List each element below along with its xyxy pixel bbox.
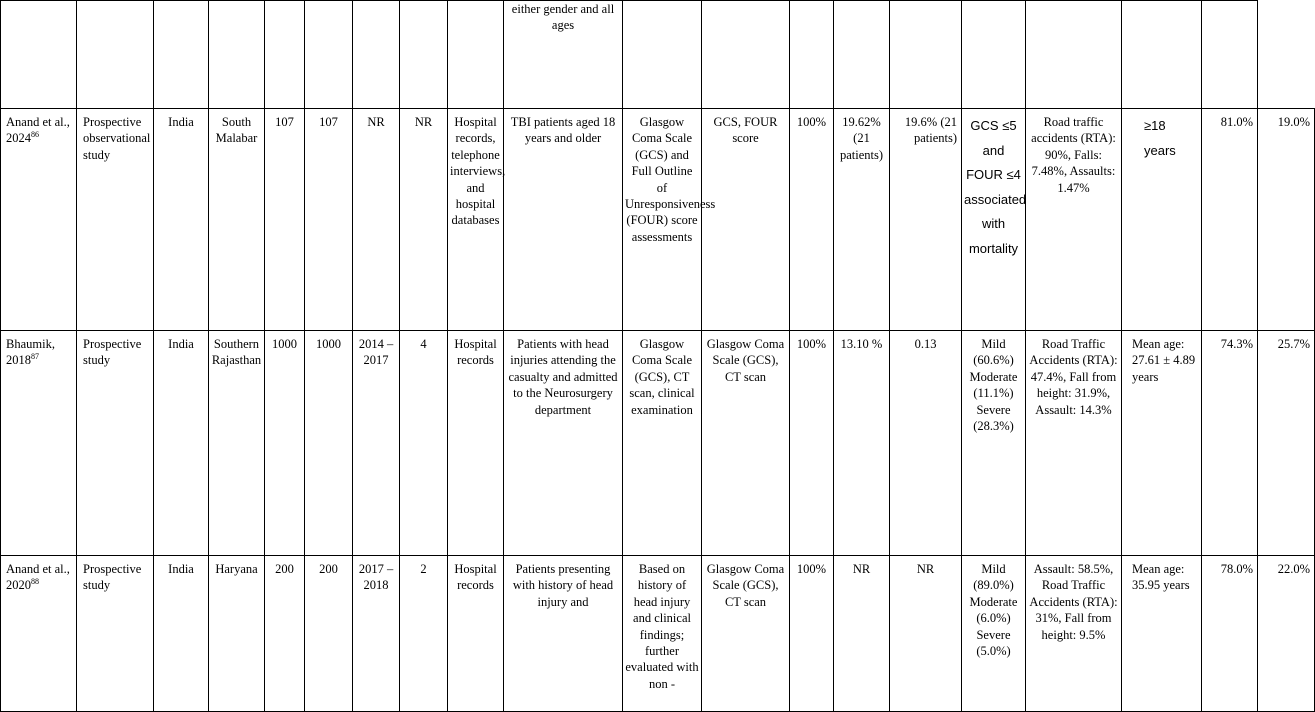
period-cell: 2017 – 2018 xyxy=(353,556,400,712)
percent-cell: 100% xyxy=(790,109,834,331)
tool-cell: Glasgow Coma Scale (GCS), CT scan xyxy=(702,331,790,556)
assessment-cell: Glasgow Coma Scale (GCS) and Full Outline of Unresponsiveness (FOUR) score assessments xyxy=(623,109,702,331)
male-cell: 81.0% xyxy=(1202,109,1258,331)
table-cell xyxy=(209,1,265,109)
mortality-rate-cell: NR xyxy=(890,556,962,712)
table-cell xyxy=(702,1,790,109)
design-cell: Prospective study xyxy=(77,556,154,712)
table-row xyxy=(1,331,1315,556)
table-cell xyxy=(1202,1,1258,109)
sample-cell: 107 xyxy=(265,109,305,331)
source-cell: Hospital records, telephone interviews, and hospital databases xyxy=(448,109,504,331)
period-cell: NR xyxy=(353,109,400,331)
table-row xyxy=(1,109,1315,331)
reference-number: 87 xyxy=(31,352,39,362)
tool-cell: Glasgow Coma Scale (GCS), CT scan xyxy=(702,556,790,712)
region-cell: Haryana xyxy=(209,556,265,712)
mortality-rate-cell: 0.13 xyxy=(890,331,962,556)
reference-number: 88 xyxy=(31,577,39,587)
source-cell: Hospital records xyxy=(448,556,504,712)
table-cell xyxy=(962,1,1026,109)
design-cell: Prospective observational study xyxy=(77,109,154,331)
reference-number: 86 xyxy=(31,130,39,140)
assessment-cell: Glasgow Coma Scale (GCS), CT scan, clinical examination xyxy=(623,331,702,556)
country-cell: India xyxy=(154,556,209,712)
tool-cell: GCS, FOUR score xyxy=(702,109,790,331)
female-cell: 22.0% xyxy=(1258,556,1315,712)
percent-cell: 100% xyxy=(790,556,834,712)
table-cell xyxy=(353,1,400,109)
age-cell: Mean age: 35.95 years xyxy=(1122,556,1202,712)
female-cell: 25.7% xyxy=(1258,331,1315,556)
author-name: Anand et al., 2020 xyxy=(6,562,70,593)
mechanism-cell: Assault: 58.5%, Road Traffic Accidents (RTA): 31%, Fall from height: 9.5% xyxy=(1026,556,1122,712)
cell-text: either gender and all ages xyxy=(511,2,615,33)
table-cell xyxy=(1026,1,1122,109)
duration-cell: NR xyxy=(400,109,448,331)
duration-cell: 2 xyxy=(400,556,448,712)
percent-cell: 100% xyxy=(790,331,834,556)
population-cell: Patients presenting with history of head injury and xyxy=(504,556,623,712)
mortality-cell: 19.62% (21 patients) xyxy=(834,109,890,331)
table-row xyxy=(1,556,1315,712)
mortality-rate-cell: 19.6% (21 patients) xyxy=(890,109,962,331)
table-cell xyxy=(834,1,890,109)
country-cell: India xyxy=(154,109,209,331)
author-cell xyxy=(1,331,77,556)
author-cell xyxy=(1,109,77,331)
mechanism-cell: Road traffic accidents (RTA): 90%, Falls: 7.48%, Assaults: 1.47% xyxy=(1026,109,1122,331)
table-row xyxy=(1,1,1315,109)
severity-cell: Mild (60.6%) Moderate (11.1%) Severe (28.3%) xyxy=(962,331,1026,556)
age-cell: ≥18 years xyxy=(1122,109,1202,331)
mortality-cell: NR xyxy=(834,556,890,712)
age-cell: Mean age: 27.61 ± 4.89 years xyxy=(1122,331,1202,556)
table-cell xyxy=(265,1,305,109)
table-cell xyxy=(400,1,448,109)
table-cell xyxy=(790,1,834,109)
table-cell xyxy=(623,1,702,109)
table-cell xyxy=(1122,1,1202,109)
population-cell: Patients with head injuries attending the casualty and admitted to the Neurosurgery department xyxy=(504,331,623,556)
table-cell xyxy=(504,1,623,109)
period-cell: 2014 – 2017 xyxy=(353,331,400,556)
sample-analyzed-cell: 1000 xyxy=(305,331,353,556)
table-cell xyxy=(154,1,209,109)
author-name: Bhaumik, 2018 xyxy=(6,337,55,368)
mechanism-cell: Road Traffic Accidents (RTA): 47.4%, Fall from height: 31.9%, Assault: 14.3% xyxy=(1026,331,1122,556)
sample-cell: 200 xyxy=(265,556,305,712)
population-cell: TBI patients aged 18 years and older xyxy=(504,109,623,331)
table-cell xyxy=(305,1,353,109)
table-cell xyxy=(1,1,77,109)
table-cell xyxy=(890,1,962,109)
table-cell xyxy=(77,1,154,109)
country-cell: India xyxy=(154,331,209,556)
author-cell xyxy=(1,556,77,712)
female-cell: 19.0% xyxy=(1258,109,1315,331)
severity-cell: Mild (89.0%) Moderate (6.0%) Severe (5.0%) xyxy=(962,556,1026,712)
male-cell: 78.0% xyxy=(1202,556,1258,712)
severity-cell: GCS ≤5 and FOUR ≤4 associated with mortality xyxy=(962,109,1026,331)
sample-analyzed-cell: 107 xyxy=(305,109,353,331)
sample-analyzed-cell: 200 xyxy=(305,556,353,712)
male-cell: 74.3% xyxy=(1202,331,1258,556)
region-cell: Southern Rajasthan xyxy=(209,331,265,556)
duration-cell: 4 xyxy=(400,331,448,556)
sample-cell: 1000 xyxy=(265,331,305,556)
region-cell: South Malabar xyxy=(209,109,265,331)
author-name: Anand et al., 2024 xyxy=(6,115,70,146)
source-cell: Hospital records xyxy=(448,331,504,556)
table-cell xyxy=(448,1,504,109)
design-cell: Prospective study xyxy=(77,331,154,556)
assessment-cell: Based on history of head injury and clinical findings; further evaluated with non - xyxy=(623,556,702,712)
mortality-cell: 13.10 % xyxy=(834,331,890,556)
